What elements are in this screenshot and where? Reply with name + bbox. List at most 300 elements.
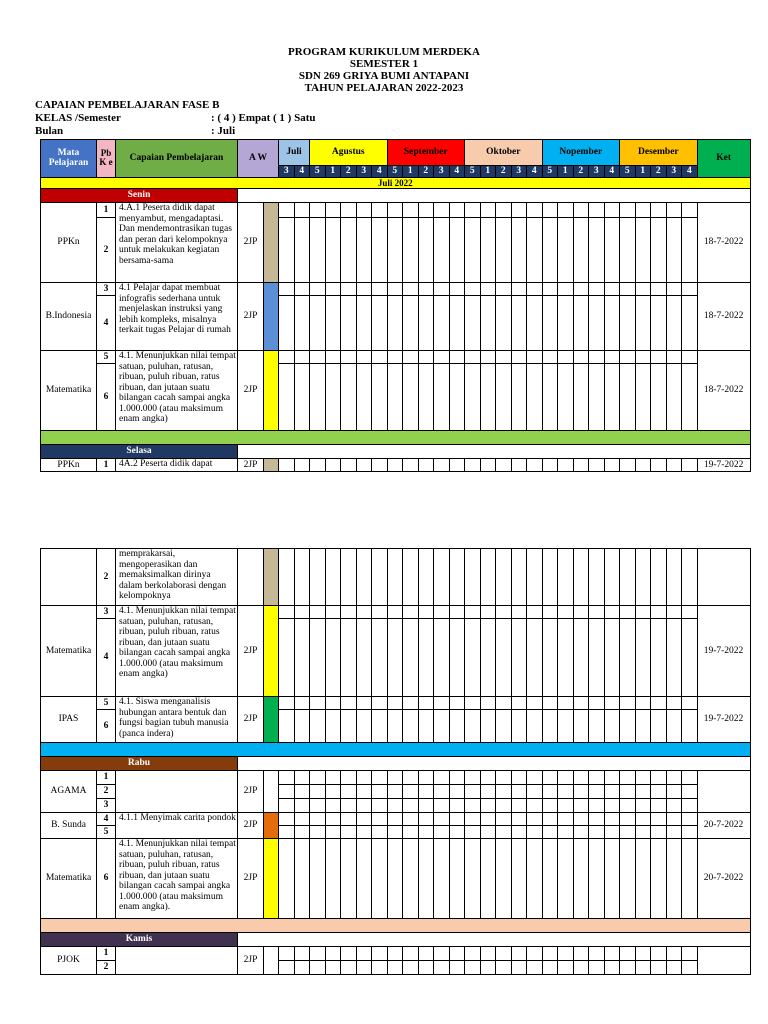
week-cell [604, 296, 620, 351]
week-cell [356, 839, 372, 919]
week-cell [418, 459, 434, 472]
week-cell [666, 549, 682, 606]
week-cell [620, 826, 636, 839]
day-row-empty [238, 757, 751, 771]
week-cell [558, 549, 574, 606]
week-cell [527, 961, 543, 975]
week-cell [573, 947, 589, 961]
week-cell [480, 296, 496, 351]
week-cell [620, 606, 636, 619]
capaian-text: 4.1. Siswa menganalisis hubungan antara bentuk dan fungsi bagian tubuh manusia (panca indera) [116, 697, 238, 743]
subject-row [41, 697, 751, 710]
week-cell [325, 697, 341, 710]
week-cell [387, 283, 403, 296]
week-cell [372, 351, 388, 364]
week-cell [480, 710, 496, 743]
week-cell [387, 710, 403, 743]
week-cell [666, 619, 682, 697]
day-row-empty [238, 445, 751, 459]
week-cell [325, 364, 341, 431]
week-cell [589, 203, 605, 218]
week-cell [635, 619, 651, 697]
separator-bar [41, 743, 751, 757]
week-cell [356, 549, 372, 606]
week-cell [294, 283, 310, 296]
week-cell [511, 364, 527, 431]
week-cell [465, 351, 481, 364]
week-cell [511, 296, 527, 351]
week-cell [465, 697, 481, 710]
week-cell [589, 606, 605, 619]
week-cell [387, 619, 403, 697]
week-cell [666, 283, 682, 296]
week-cell [527, 947, 543, 961]
week-cell [294, 296, 310, 351]
week-cell [372, 961, 388, 975]
ket-date: 20-7-2022 [697, 839, 750, 919]
aw-value: 2JP [238, 459, 264, 472]
week-cell [387, 839, 403, 919]
separator-bar [41, 431, 751, 445]
week-cell [465, 771, 481, 785]
week-cell [527, 697, 543, 710]
week-cell [558, 799, 574, 813]
week-cell [310, 351, 326, 364]
week-cell [403, 771, 419, 785]
week-number: 2 [418, 166, 434, 178]
week-cell [558, 710, 574, 743]
week-cell [558, 203, 574, 218]
week-cell [573, 218, 589, 283]
week-cell [403, 549, 419, 606]
week-cell [434, 839, 450, 919]
week-cell [542, 364, 558, 431]
week-cell [496, 606, 512, 619]
capaian-text: 4.1. Menunjukkan nilai tempat satuan, puluhan, ratusan, ribuan, puluh ribuan, ratus ribuan, dan jutaan suatu bilangan cacah sampai angka 1.000.000 (atau maksimum enam angka). [116, 839, 238, 919]
week-cell [589, 364, 605, 431]
kelas-label: KELAS /Semester [35, 112, 121, 124]
week-cell [294, 606, 310, 619]
subject-name: IPAS [41, 697, 97, 743]
week-cell [480, 799, 496, 813]
week-cell [356, 710, 372, 743]
bulan-value: : Juli [211, 125, 236, 137]
week-cell [387, 218, 403, 283]
aw-value: 2JP [238, 813, 264, 839]
week-cell [558, 283, 574, 296]
week-cell [279, 364, 295, 431]
week-cell [418, 839, 434, 919]
week-cell [511, 947, 527, 961]
week-cell [589, 771, 605, 785]
week-cell [341, 710, 357, 743]
week-cell [449, 771, 465, 785]
week-cell [558, 839, 574, 919]
week-cell [325, 771, 341, 785]
week-cell [449, 710, 465, 743]
week-cell [310, 826, 326, 839]
week-cell [635, 813, 651, 826]
week-cell [325, 785, 341, 799]
week-cell [279, 296, 295, 351]
week-cell [573, 283, 589, 296]
week-cell [651, 785, 667, 799]
week-cell [558, 218, 574, 283]
week-cell [635, 961, 651, 975]
week-number: 1 [325, 166, 341, 178]
week-cell [434, 619, 450, 697]
pb-number: 1 [97, 459, 116, 472]
week-cell [279, 710, 295, 743]
ket-date: 19-7-2022 [697, 459, 750, 472]
week-cell [542, 813, 558, 826]
week-cell [403, 947, 419, 961]
week-cell [356, 697, 372, 710]
week-cell [480, 459, 496, 472]
week-cell [651, 799, 667, 813]
week-cell [387, 961, 403, 975]
week-number: 5 [310, 166, 326, 178]
week-cell [604, 351, 620, 364]
week-cell [403, 606, 419, 619]
week-cell [542, 218, 558, 283]
week-cell [418, 218, 434, 283]
week-cell [527, 826, 543, 839]
document-title [0, 46, 768, 94]
week-cell [604, 203, 620, 218]
week-cell [387, 606, 403, 619]
subject-row [41, 283, 751, 296]
week-cell [527, 799, 543, 813]
week-cell [310, 961, 326, 975]
week-cell [496, 549, 512, 606]
schedule-table-page-2 [40, 548, 751, 975]
progress-bar-cell [264, 283, 279, 351]
week-cell [589, 947, 605, 961]
week-cell [325, 947, 341, 961]
progress-bar-cell [264, 203, 279, 283]
week-cell [604, 710, 620, 743]
week-cell [589, 839, 605, 919]
week-cell [372, 697, 388, 710]
pb-number: 4 [97, 813, 116, 826]
progress-bar-cell [264, 697, 279, 743]
week-cell [294, 771, 310, 785]
week-number: 4 [294, 166, 310, 178]
week-cell [496, 785, 512, 799]
week-cell [356, 785, 372, 799]
week-cell [325, 606, 341, 619]
week-cell [310, 549, 326, 606]
week-cell [465, 947, 481, 961]
week-cell [294, 459, 310, 472]
week-cell [480, 771, 496, 785]
header-month-oktober: Oktober [465, 140, 543, 166]
week-cell [480, 961, 496, 975]
week-cell [356, 606, 372, 619]
week-cell [418, 351, 434, 364]
week-cell [418, 785, 434, 799]
week-cell [604, 283, 620, 296]
week-cell [527, 283, 543, 296]
week-cell [356, 799, 372, 813]
week-cell [527, 813, 543, 826]
week-cell [666, 826, 682, 839]
week-cell [527, 619, 543, 697]
week-cell [449, 619, 465, 697]
day-separator [41, 431, 751, 445]
subject-name: PPKn [41, 459, 97, 472]
week-cell [387, 459, 403, 472]
week-cell [666, 771, 682, 785]
subject-name: Matematika [41, 606, 97, 697]
week-cell [496, 283, 512, 296]
week-cell [279, 549, 295, 606]
week-cell [542, 606, 558, 619]
week-cell [372, 283, 388, 296]
week-cell [418, 549, 434, 606]
week-cell [341, 283, 357, 296]
week-cell [403, 459, 419, 472]
week-cell [682, 710, 698, 743]
week-cell [511, 351, 527, 364]
week-cell [403, 813, 419, 826]
week-cell [341, 697, 357, 710]
week-cell [310, 619, 326, 697]
week-cell [465, 296, 481, 351]
week-cell [449, 203, 465, 218]
week-cell [542, 799, 558, 813]
week-cell [356, 364, 372, 431]
week-cell [372, 710, 388, 743]
aw-value: 2JP [238, 351, 264, 431]
week-cell [403, 218, 419, 283]
week-cell [496, 839, 512, 919]
week-cell [418, 606, 434, 619]
week-cell [651, 771, 667, 785]
week-cell [356, 771, 372, 785]
aw-value: 2JP [238, 283, 264, 351]
week-cell [465, 826, 481, 839]
week-cell [682, 283, 698, 296]
capaian-text: 4.1.1 Menyimak carita pondok [119, 813, 236, 823]
week-cell [589, 710, 605, 743]
week-cell [341, 606, 357, 619]
pb-number: 2 [97, 218, 116, 283]
week-cell [682, 813, 698, 826]
week-cell [527, 459, 543, 472]
week-cell [558, 351, 574, 364]
week-cell [589, 549, 605, 606]
aw-value: 2JP [238, 606, 264, 697]
week-cell [558, 296, 574, 351]
week-cell [310, 839, 326, 919]
week-cell [635, 826, 651, 839]
week-cell [434, 283, 450, 296]
week-cell [325, 799, 341, 813]
week-cell [496, 364, 512, 431]
week-cell [635, 839, 651, 919]
week-cell [418, 826, 434, 839]
week-cell [341, 839, 357, 919]
week-cell [310, 813, 326, 826]
week-cell [604, 459, 620, 472]
week-cell [465, 961, 481, 975]
week-cell [542, 839, 558, 919]
week-cell [620, 947, 636, 961]
capaian-text: memprakarsai, mengoperasikan dan memaksimalkan dirinya dalam berkolaborasi dengan kelompoknya [116, 549, 238, 606]
header-month-agustus: Agustus [310, 140, 388, 166]
week-cell [635, 203, 651, 218]
week-cell [620, 710, 636, 743]
week-cell [387, 549, 403, 606]
week-cell [666, 697, 682, 710]
week-cell [325, 961, 341, 975]
ket-date: 18-7-2022 [697, 351, 750, 431]
week-cell [372, 459, 388, 472]
week-cell [434, 826, 450, 839]
week-cell [372, 785, 388, 799]
week-cell [325, 203, 341, 218]
week-cell [651, 606, 667, 619]
pb-number: 3 [97, 799, 116, 813]
week-number: 4 [372, 166, 388, 178]
week-cell [651, 364, 667, 431]
week-cell [341, 947, 357, 961]
week-cell [403, 799, 419, 813]
week-cell [310, 697, 326, 710]
week-cell [527, 549, 543, 606]
week-cell [527, 606, 543, 619]
ket-date: 18-7-2022 [697, 283, 750, 351]
week-cell [372, 839, 388, 919]
week-cell [604, 961, 620, 975]
week-cell [403, 296, 419, 351]
week-cell [449, 961, 465, 975]
ket-date [697, 549, 750, 606]
week-cell [496, 826, 512, 839]
week-cell [682, 619, 698, 697]
week-cell [279, 351, 295, 364]
week-cell [635, 283, 651, 296]
week-cell [496, 961, 512, 975]
week-cell [325, 283, 341, 296]
week-cell [310, 364, 326, 431]
week-cell [573, 785, 589, 799]
pb-number: 2 [97, 549, 116, 606]
week-cell [651, 619, 667, 697]
week-cell [542, 785, 558, 799]
week-cell [387, 813, 403, 826]
week-cell [589, 351, 605, 364]
week-cell [372, 813, 388, 826]
week-cell [434, 296, 450, 351]
week-cell [682, 606, 698, 619]
week-cell [480, 813, 496, 826]
week-cell [403, 351, 419, 364]
aw-value: 2JP [238, 771, 264, 813]
week-cell [573, 549, 589, 606]
week-cell [341, 459, 357, 472]
week-cell [294, 947, 310, 961]
week-number: 1 [403, 166, 419, 178]
week-cell [372, 549, 388, 606]
week-cell [589, 813, 605, 826]
week-cell [465, 799, 481, 813]
week-cell [325, 459, 341, 472]
week-cell [449, 606, 465, 619]
week-cell [620, 218, 636, 283]
week-cell [604, 785, 620, 799]
header-capaian: Capaian Pembelajaran [116, 140, 238, 178]
week-cell [325, 839, 341, 919]
week-cell [604, 606, 620, 619]
week-cell [465, 619, 481, 697]
week-cell [279, 606, 295, 619]
week-cell [620, 296, 636, 351]
subject-row [41, 813, 751, 826]
week-cell [449, 296, 465, 351]
week-cell [620, 351, 636, 364]
week-cell [356, 947, 372, 961]
week-cell [496, 813, 512, 826]
week-cell [511, 218, 527, 283]
week-cell [558, 947, 574, 961]
week-cell [620, 813, 636, 826]
week-cell [682, 218, 698, 283]
week-cell [434, 203, 450, 218]
week-cell [682, 296, 698, 351]
week-cell [449, 283, 465, 296]
week-cell [589, 296, 605, 351]
week-cell [325, 351, 341, 364]
week-cell [511, 203, 527, 218]
week-cell [294, 839, 310, 919]
week-cell [682, 697, 698, 710]
week-cell [527, 203, 543, 218]
week-cell [310, 785, 326, 799]
subject-name: AGAMA [41, 771, 97, 813]
week-cell [372, 799, 388, 813]
week-cell [558, 606, 574, 619]
week-cell [542, 947, 558, 961]
week-cell [372, 947, 388, 961]
progress-bar-cell [264, 839, 279, 919]
week-cell [527, 771, 543, 785]
week-cell [325, 296, 341, 351]
week-cell [294, 961, 310, 975]
week-cell [635, 351, 651, 364]
week-cell [480, 218, 496, 283]
week-cell [651, 961, 667, 975]
week-cell [434, 771, 450, 785]
pb-number: 5 [97, 351, 116, 364]
aw-value: 2JP [238, 839, 264, 919]
week-cell [434, 785, 450, 799]
subject-row [41, 351, 751, 364]
day-label-senin: Senin [41, 189, 238, 203]
week-cell [341, 826, 357, 839]
week-cell [511, 961, 527, 975]
week-cell [418, 283, 434, 296]
week-cell [372, 826, 388, 839]
week-cell [434, 549, 450, 606]
week-cell [465, 203, 481, 218]
week-cell [279, 459, 295, 472]
aw-value: 2JP [238, 697, 264, 743]
week-cell [279, 785, 295, 799]
week-cell [666, 203, 682, 218]
